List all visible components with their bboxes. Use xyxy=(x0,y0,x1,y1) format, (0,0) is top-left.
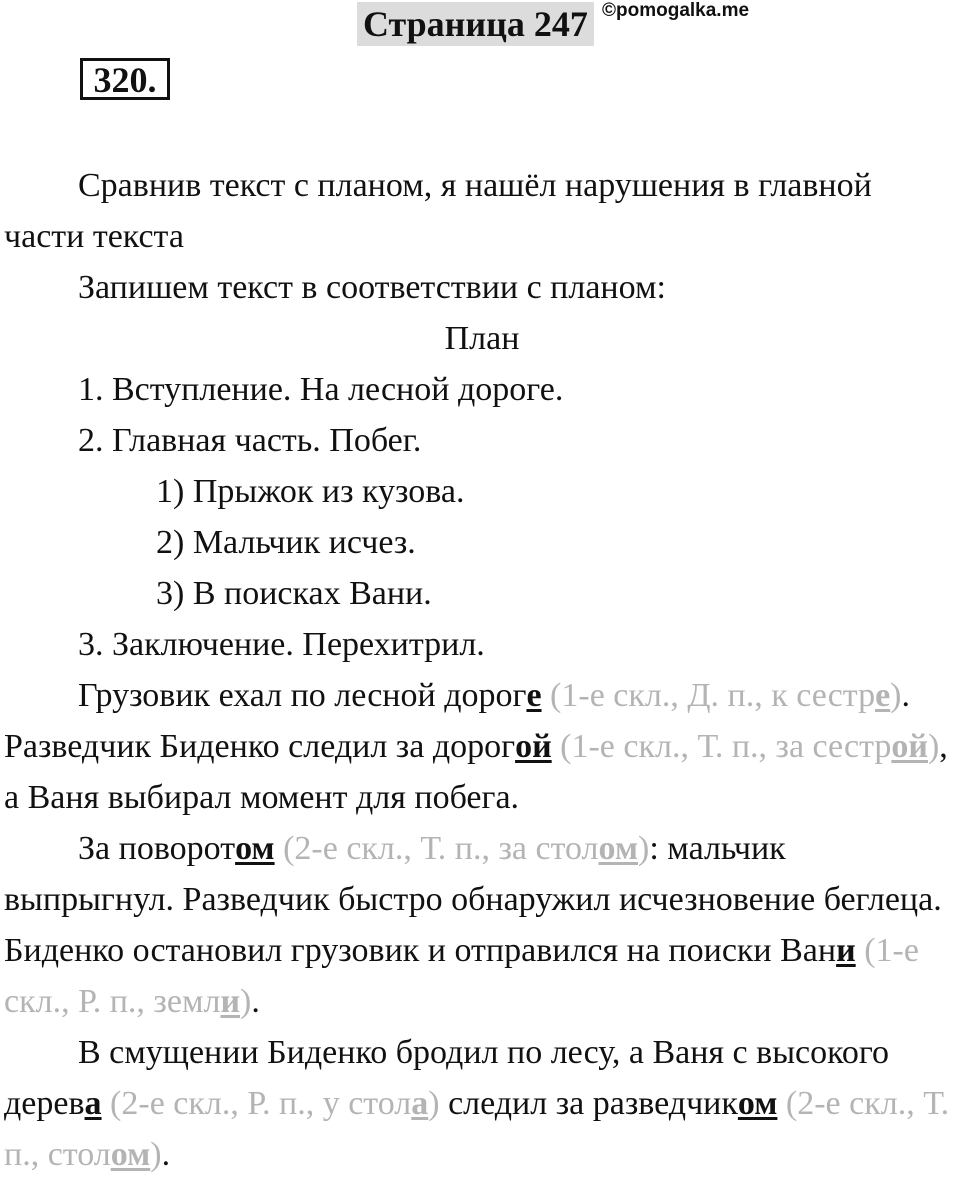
text-paragraph-2 xyxy=(4,823,960,1027)
watermark: ©pomogalka.me xyxy=(602,0,750,21)
text-segment: Грузовик ехал по лесной дорог xyxy=(78,677,527,714)
ending-highlight: ом xyxy=(235,830,275,867)
grammar-note-text: (2-е скл., Т. п., стол xyxy=(4,1085,950,1173)
text-segment: За поворот xyxy=(78,830,236,867)
grammar-note-close: ) xyxy=(927,728,940,765)
grammar-ending: е xyxy=(875,677,891,714)
ending-highlight: и xyxy=(836,932,856,969)
grammar-note-text: (1-е скл., Т. п., за сестр xyxy=(551,728,892,765)
text-segment: , а Ваня выбирал момент для побега. xyxy=(4,728,948,816)
grammar-note xyxy=(275,830,650,867)
grammar-note-text: (1-е скл., Р. п., земл xyxy=(4,932,919,1020)
ending-highlight: е xyxy=(526,677,542,714)
page-header xyxy=(0,0,960,50)
ending-highlight: ом xyxy=(737,1085,778,1122)
ending-highlight: а xyxy=(84,1085,102,1122)
grammar-note xyxy=(542,677,902,714)
grammar-note-text: (2-е скл., Т. п., за стол xyxy=(274,830,599,867)
plan-title: План xyxy=(444,320,520,357)
ending-highlight: ой xyxy=(515,728,552,765)
intro-line-1: Сравнив текст с планом, я нашёл нарушения в главной части текста xyxy=(4,167,872,255)
text-segment: В смущении Биденко бродил по лесу, а Ваня с высокого дерев xyxy=(4,1034,890,1122)
plan-subitem-2: 2) Мальчик исчез. xyxy=(156,524,416,561)
grammar-ending: ом xyxy=(110,1136,151,1173)
grammar-note xyxy=(102,1085,440,1122)
text-paragraph-1 xyxy=(4,670,960,823)
grammar-note-text: (1-е скл., Д. п., к сестр xyxy=(541,677,876,714)
grammar-note xyxy=(552,728,940,765)
plan-item-1: 1. Вступление. На лесной дороге. xyxy=(78,371,564,408)
grammar-ending: а xyxy=(411,1085,429,1122)
grammar-note-close: ) xyxy=(890,677,902,714)
plan-item-3: 3. Заключение. Перехитрил. xyxy=(78,626,485,663)
page-title: Страница 247 xyxy=(357,2,594,46)
text-segment: . xyxy=(251,983,260,1020)
text-paragraph-3 xyxy=(4,1027,960,1180)
grammar-ending: ом xyxy=(598,830,639,867)
grammar-note-close: ) xyxy=(240,983,252,1020)
plan-item-2: 2. Главная часть. Побег. xyxy=(78,422,422,459)
intro-line-2: Запишем текст в соответствии с планом: xyxy=(78,269,666,306)
grammar-note-close: ) xyxy=(428,1085,440,1122)
text-segment: следил за разведчик xyxy=(439,1085,738,1122)
document-body xyxy=(4,160,960,1180)
text-segment: : мальчик выпрыгнул. Разведчик быстро обнаружил исчезновение беглеца. Биденко остановил грузовик и отправился на поиски Ван xyxy=(4,830,942,969)
task-number: 320. xyxy=(80,58,170,100)
plan-subitem-3: 3) В поисках Вани. xyxy=(156,575,432,612)
grammar-ending: ой xyxy=(891,728,928,765)
grammar-note-close: ) xyxy=(150,1136,162,1173)
text-segment: . Разведчик Биденко следил за дорог xyxy=(4,677,910,765)
text-segment: . xyxy=(161,1136,171,1173)
grammar-note-text: (2-е скл., Р. п., у стол xyxy=(101,1085,412,1122)
grammar-note-close: ) xyxy=(638,830,650,867)
grammar-ending: и xyxy=(220,983,241,1020)
plan-subitem-1: 1) Прыжок из кузова. xyxy=(156,473,465,510)
